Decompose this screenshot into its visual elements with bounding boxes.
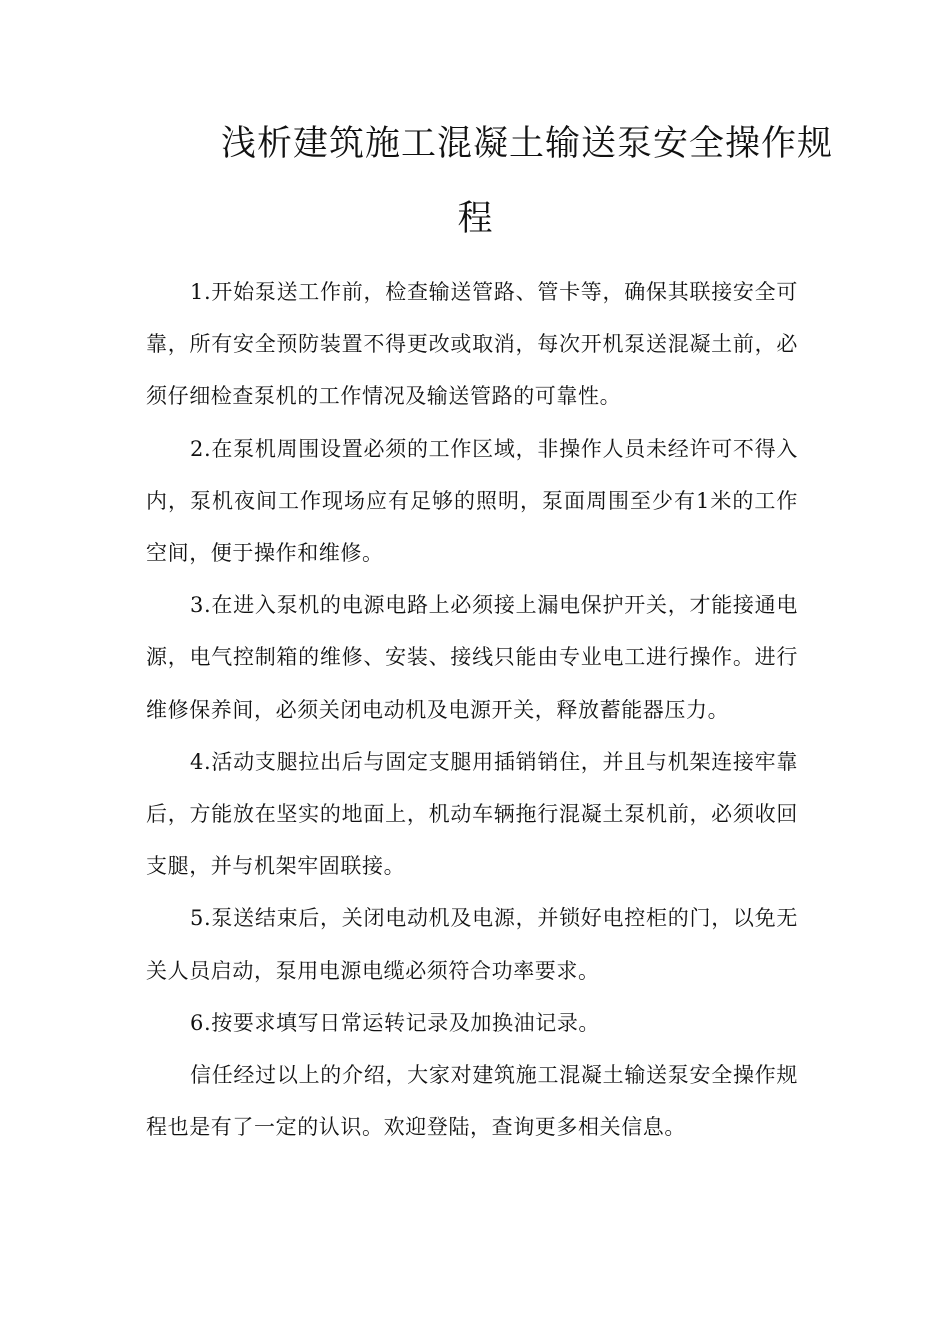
paragraph-3: 3.在进入泵机的电源电路上必须接上漏电保护开关，才能接通电源，电气控制箱的维修、安装、接线只能由专业电工进行操作。进行维修保养间，必须关闭电动机及电源开关，释放蓄能器压力。 xyxy=(146,593,798,722)
paragraph-2: 2.在泵机周围设置必须的工作区域，非操作人员未经许可不得入内，泵机夜间工作现场应有足够的照明，泵面周围至少有1米的工作空间，便于操作和维修。 xyxy=(146,436,798,566)
paragraph-5: 5.泵送结束后，关闭电动机及电源，并锁好电控柜的门，以免无关人员启动，泵用电源电缆必须符合功率要求。 xyxy=(146,906,798,983)
document-title: 浅析建筑施工混凝土输送泵安全操作规 xyxy=(221,124,834,164)
paragraph-closing: 信任经过以上的介绍，大家对建筑施工混凝土输送泵安全操作规程也是有了一定的认识。欢迎登陆，查询更多相关信息。 xyxy=(146,1063,798,1140)
document-title-continuation: 程 xyxy=(457,199,493,239)
paragraph-6: 6.按要求填写日常运转记录及加换油记录。 xyxy=(190,1010,601,1035)
paragraph-1: 1.开始泵送工作前，检查输送管路、管卡等，确保其联接安全可靠，所有安全预防装置不得更改或取消，每次开机泵送混凝土前，必须仔细检查泵机的工作情况及输送管路的可靠性。 xyxy=(146,280,798,409)
document-body xyxy=(146,266,798,1153)
paragraph-4: 4.活动支腿拉出后与固定支腿用插销销住，并且与机架连接牢靠后，方能放在坚实的地面上，机动车辆拖行混凝土泵机前，必须收回支腿，并与机架牢固联接。 xyxy=(146,749,798,879)
